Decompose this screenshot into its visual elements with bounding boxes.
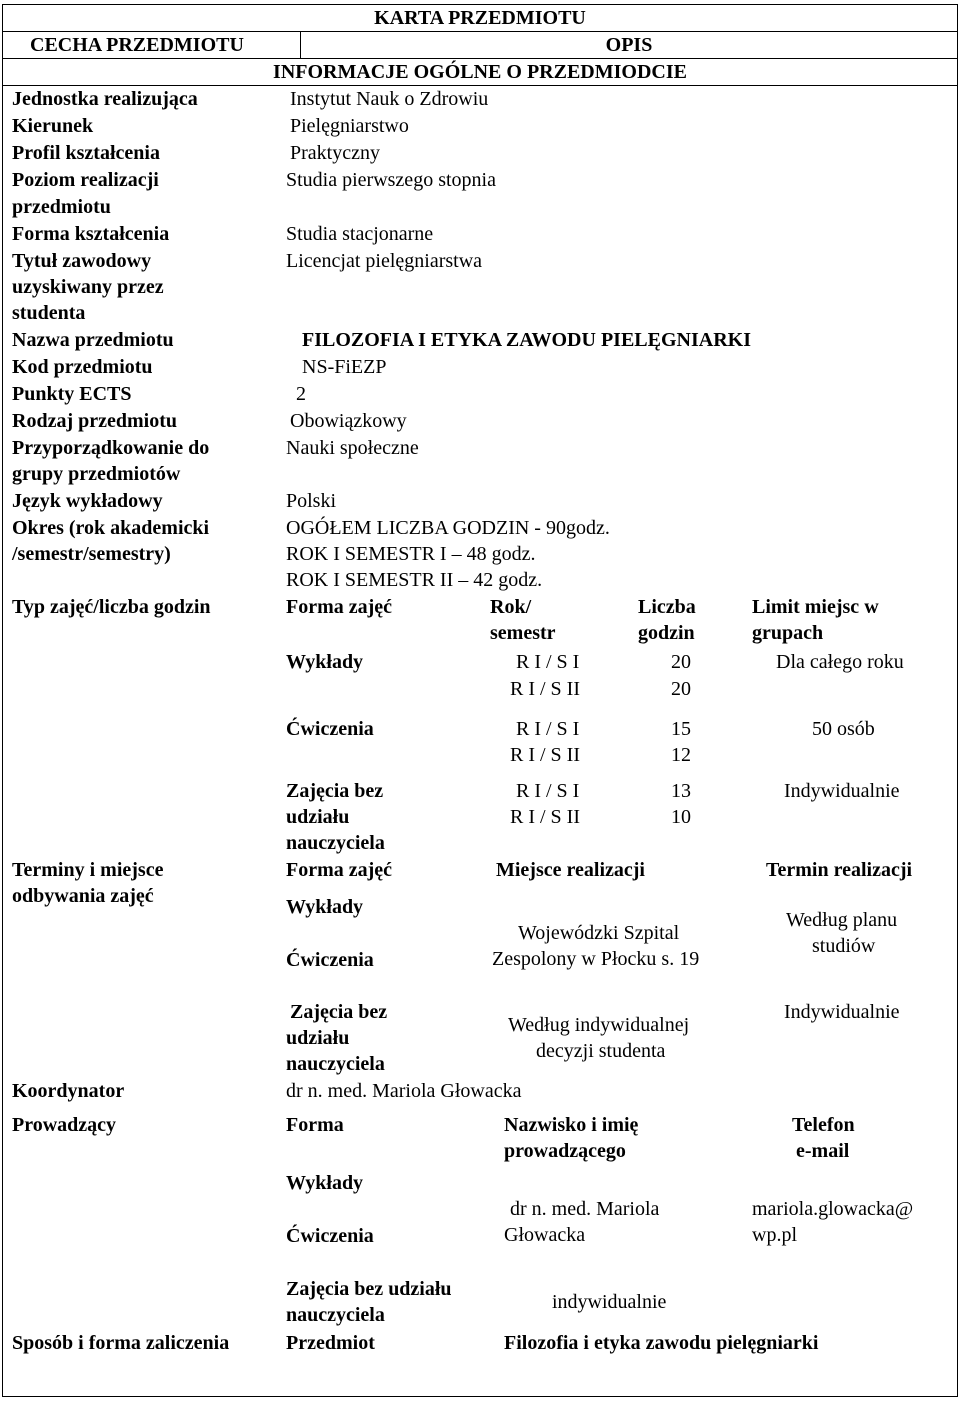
header-limit-cont: grupach	[752, 622, 824, 644]
instructors-self-study-person: indywidualnie	[552, 1291, 667, 1313]
label-ects: Punkty ECTS	[12, 383, 132, 405]
label-group-cont: grupy przedmiotów	[12, 463, 181, 485]
exercises-sem2: R I / S II	[510, 744, 580, 766]
header-class-form: Forma zajęć	[286, 596, 393, 618]
label-assessment: Sposób i forma zaliczenia	[12, 1332, 230, 1354]
label-course-name: Nazwa przedmiotu	[12, 329, 174, 351]
value-period-total: OGÓŁEM LICZBA GODZIN - 90godz.	[286, 517, 610, 539]
value-language: Polski	[286, 490, 337, 512]
terms-date-plan: Według planu	[786, 909, 898, 931]
value-field: Pielęgniarstwo	[290, 115, 409, 137]
value-ects: 2	[296, 383, 306, 405]
self-study-sem1: R I / S I	[516, 780, 580, 802]
class-self-study-cont2: nauczyciela	[286, 832, 385, 854]
terms-header-form: Forma zajęć	[286, 859, 393, 881]
value-course-name: FILOZOFIA I ETYKA ZAWODU PIELĘGNIARKI	[302, 329, 751, 351]
instructor-name: dr n. med. Mariola	[510, 1198, 660, 1220]
lectures-limit: Dla całego roku	[776, 651, 904, 673]
terms-self-study-place-cont: decyzji studenta	[536, 1040, 666, 1062]
label-period: Okres (rok akademicki	[12, 517, 210, 539]
header-semester: semestr	[490, 622, 556, 644]
header-hours-cont: godzin	[638, 622, 695, 644]
exercises-limit: 50 osób	[812, 718, 875, 740]
label-title-cont: uzyskiwany przez	[12, 276, 164, 298]
header-feature: CECHA PRZEDMIOTU	[30, 34, 244, 56]
instructors-self-study-cont: nauczyciela	[286, 1304, 385, 1326]
instructors-header-phone: Telefon	[792, 1114, 855, 1136]
label-coordinator: Koordynator	[12, 1080, 125, 1102]
lectures-sem2: R I / S II	[510, 678, 580, 700]
class-self-study-cont: udziału	[286, 806, 350, 828]
label-instructors: Prowadzący	[12, 1114, 117, 1136]
instructor-name-cont: Głowacka	[504, 1224, 586, 1246]
terms-exercises: Ćwiczenia	[286, 949, 374, 971]
assessment-subject-label: Przedmiot	[286, 1332, 375, 1354]
header-hours: Liczba	[638, 596, 696, 618]
label-profile: Profil kształcenia	[12, 142, 160, 164]
instructors-header-name-cont: prowadzącego	[504, 1140, 626, 1162]
terms-place-hospital: Wojewódzki Szpital	[518, 922, 680, 944]
label-group: Przyporządkowanie do	[12, 437, 210, 459]
instructors-self-study: Zajęcia bez udziału	[286, 1278, 452, 1300]
label-class-type: Typ zajęć/liczba godzin	[12, 596, 211, 618]
value-title: Licencjat pielęgniarstwa	[286, 250, 483, 272]
instructors-exercises: Ćwiczenia	[286, 1225, 374, 1247]
value-course-type: Obowiązkowy	[290, 410, 407, 432]
label-terms-cont: odbywania zajęć	[12, 885, 154, 907]
self-study-limit: Indywidualnie	[784, 780, 900, 802]
terms-self-study: Zajęcia bez	[290, 1001, 388, 1023]
label-field: Kierunek	[12, 115, 94, 137]
self-study-hours2: 10	[671, 806, 691, 828]
instructors-lectures: Wykłady	[286, 1172, 364, 1194]
label-title: Tytuł zawodowy	[12, 250, 152, 272]
self-study-sem2: R I / S II	[510, 806, 580, 828]
label-level: Poziom realizacji	[12, 169, 159, 191]
class-lectures: Wykłady	[286, 651, 364, 673]
exercises-sem1: R I / S I	[516, 718, 580, 740]
label-level-cont: przedmiotu	[12, 196, 111, 218]
self-study-hours1: 13	[671, 780, 691, 802]
value-profile: Praktyczny	[290, 142, 380, 164]
value-unit: Instytut Nauk o Zdrowiu	[290, 88, 489, 110]
value-level: Studia pierwszego stopnia	[286, 169, 496, 191]
value-study-form: Studia stacjonarne	[286, 223, 434, 245]
value-course-code: NS-FiEZP	[302, 356, 387, 378]
instructor-email: mariola.glowacka@	[752, 1198, 914, 1220]
terms-header-place: Miejsce realizacji	[496, 859, 645, 881]
instructors-header-name: Nazwisko i imię	[504, 1114, 639, 1136]
value-period-sem2: ROK I SEMESTR II – 42 godz.	[286, 569, 543, 591]
value-coordinator: dr n. med. Mariola Głowacka	[286, 1080, 522, 1102]
terms-self-study-date: Indywidualnie	[784, 1001, 900, 1023]
lectures-hours2: 20	[671, 678, 691, 700]
terms-lectures: Wykłady	[286, 896, 364, 918]
header-year: Rok/	[490, 596, 532, 618]
section-general-title: INFORMACJE OGÓLNE O PRZEDMIODCIE	[273, 61, 687, 83]
class-exercises: Ćwiczenia	[286, 718, 374, 740]
terms-self-study-cont2: nauczyciela	[286, 1053, 385, 1075]
assessment-subject-value: Filozofia i etyka zawodu pielęgniarki	[504, 1332, 819, 1354]
instructors-header-form: Forma	[286, 1114, 344, 1136]
header-description: OPIS	[605, 34, 653, 56]
label-study-form: Forma kształcenia	[12, 223, 170, 245]
label-terms: Terminy i miejsce	[12, 859, 164, 881]
label-unit: Jednostka realizująca	[12, 88, 198, 110]
lectures-sem1: R I / S I	[516, 651, 580, 673]
terms-self-study-cont: udziału	[286, 1027, 350, 1049]
exercises-hours1: 15	[671, 718, 691, 740]
lectures-hours1: 20	[671, 651, 691, 673]
label-title-cont2: studenta	[12, 302, 86, 324]
value-group: Nauki społeczne	[286, 437, 419, 459]
label-period-cont: /semestr/semestry)	[12, 543, 171, 565]
instructor-email-cont: wp.pl	[752, 1224, 797, 1246]
label-course-type: Rodzaj przedmiotu	[12, 410, 177, 432]
class-self-study: Zajęcia bez	[286, 780, 384, 802]
label-course-code: Kod przedmiotu	[12, 356, 153, 378]
terms-self-study-place: Według indywidualnej	[508, 1014, 690, 1036]
form-title: KARTA PRZEDMIOTU	[374, 7, 586, 29]
label-language: Język wykładowy	[12, 490, 163, 512]
terms-place-hospital-cont: Zespolony w Płocku s. 19	[492, 948, 700, 970]
terms-date-plan-cont: studiów	[812, 935, 876, 957]
terms-header-date: Termin realizacji	[766, 859, 913, 881]
header-limit: Limit miejsc w	[752, 596, 879, 618]
exercises-hours2: 12	[671, 744, 691, 766]
value-period-sem1: ROK I SEMESTR I – 48 godz.	[286, 543, 536, 565]
instructors-header-email: e-mail	[796, 1140, 850, 1162]
